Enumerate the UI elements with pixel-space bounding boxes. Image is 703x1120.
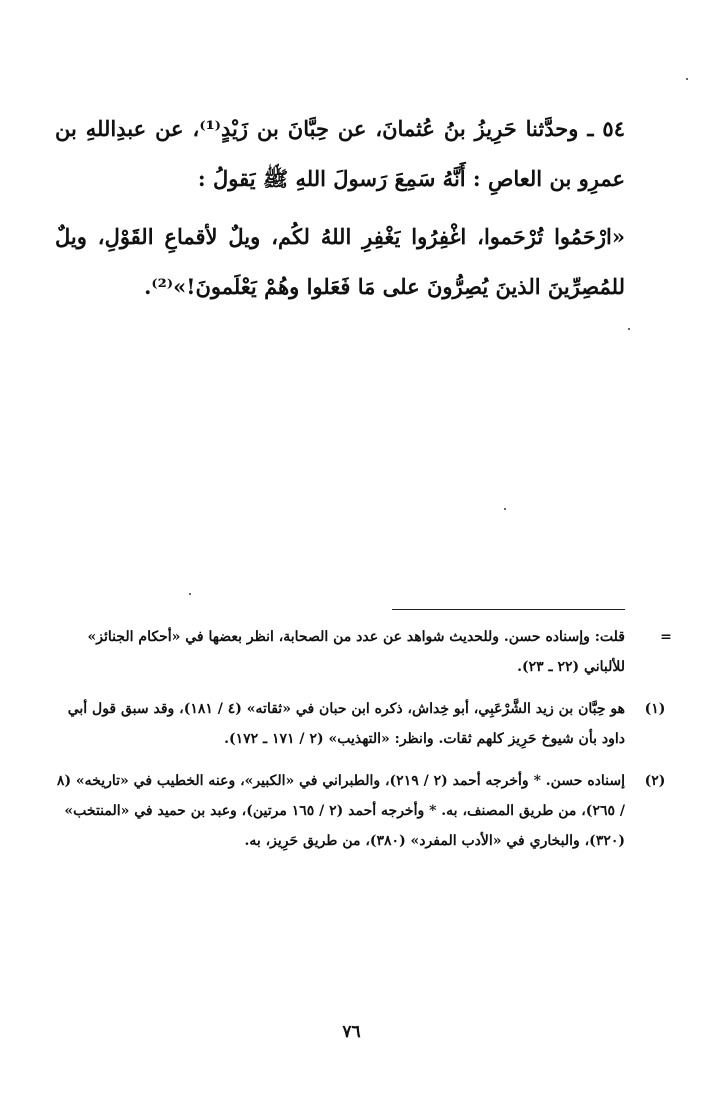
footnote-line: وللحديث شواهد عن عدد من الصحابة، انظر بعضها في «أحكام الجنائز» للألباني (٢٢ ـ ٢٣).	[87, 629, 625, 675]
footnote-1	[55, 694, 666, 754]
footnote-line: وانظر: «التهذيب» (٢ / ١٧١ ـ ١٧٢).	[224, 731, 434, 747]
page-number: ٧٦	[342, 1022, 361, 1042]
footnote-2	[55, 766, 666, 856]
hadith-isnad: ٥٤ ـ وحدَّثنا حَرِيزُ بنُ عُثمانَ، عن حِبَّانَ بن زَيْدٍ⁽¹⁾، عن عبدِاللهِ بن عمرِو بن العاصِ : أَنَّهُ سَمِعَ رَسولَ اللهِ ﷺ يَقولُ :	[55, 116, 625, 191]
footnote-continuation	[55, 622, 672, 682]
footnote-2-marker: (٢)	[644, 773, 666, 789]
footnote-line: إسناده حسن.	[545, 773, 625, 789]
hadith-text: «ارْحَمُوا تُرْحَموا، اغْفِرُوا يَغْفِرِ اللهُ لكُم، ويلٌ لأقماعِ القَوْلِ، ويلٌ للمُصِرِّينَ الذينَ يُصِرُّونَ على مَا فَعَلوا وهُمْ يَعْلَمونَ!»⁽²⁾.	[55, 224, 625, 299]
footnote-line: * وأخرجه أحمد (٢ / ٢١٩)، والطبراني في «الكبير»، وعنه الخطيب في «تاريخه» (٨ / ٢٦٥)، من طريق المصنف، به.	[56, 773, 625, 819]
footnote-line: * وأخرجه أحمد (٢ / ١٦٥ مرتين)، وعبد بن حميد في «المنتخب» (٣٢٠)، والبخاري في «الأدب المفرد» (٣٨٠)، من طريق حَرِيز، به.	[64, 803, 625, 849]
footnote-1-marker: (١)	[644, 701, 666, 717]
footnote-divider	[392, 609, 625, 610]
scan-speck	[189, 593, 191, 595]
scan-speck	[504, 508, 506, 510]
scan-speck	[686, 78, 688, 80]
footnote-line: قلت: وإسناده حسن.	[503, 629, 625, 645]
footnotes-section	[55, 622, 672, 868]
hadith-block	[55, 104, 625, 312]
footnote-line: هو حِبَّان بن زيد الشَّرْعَبِي، أبو خِداش، ذكره ابن حبان في «ثقاته» (٤ / ١٨١)، وقد سبق قول أبي داود بأن شيوخ حَرِيز كلهم ثقات.	[67, 701, 625, 747]
continuation-mark: =	[660, 629, 672, 645]
scan-speck	[628, 328, 630, 330]
